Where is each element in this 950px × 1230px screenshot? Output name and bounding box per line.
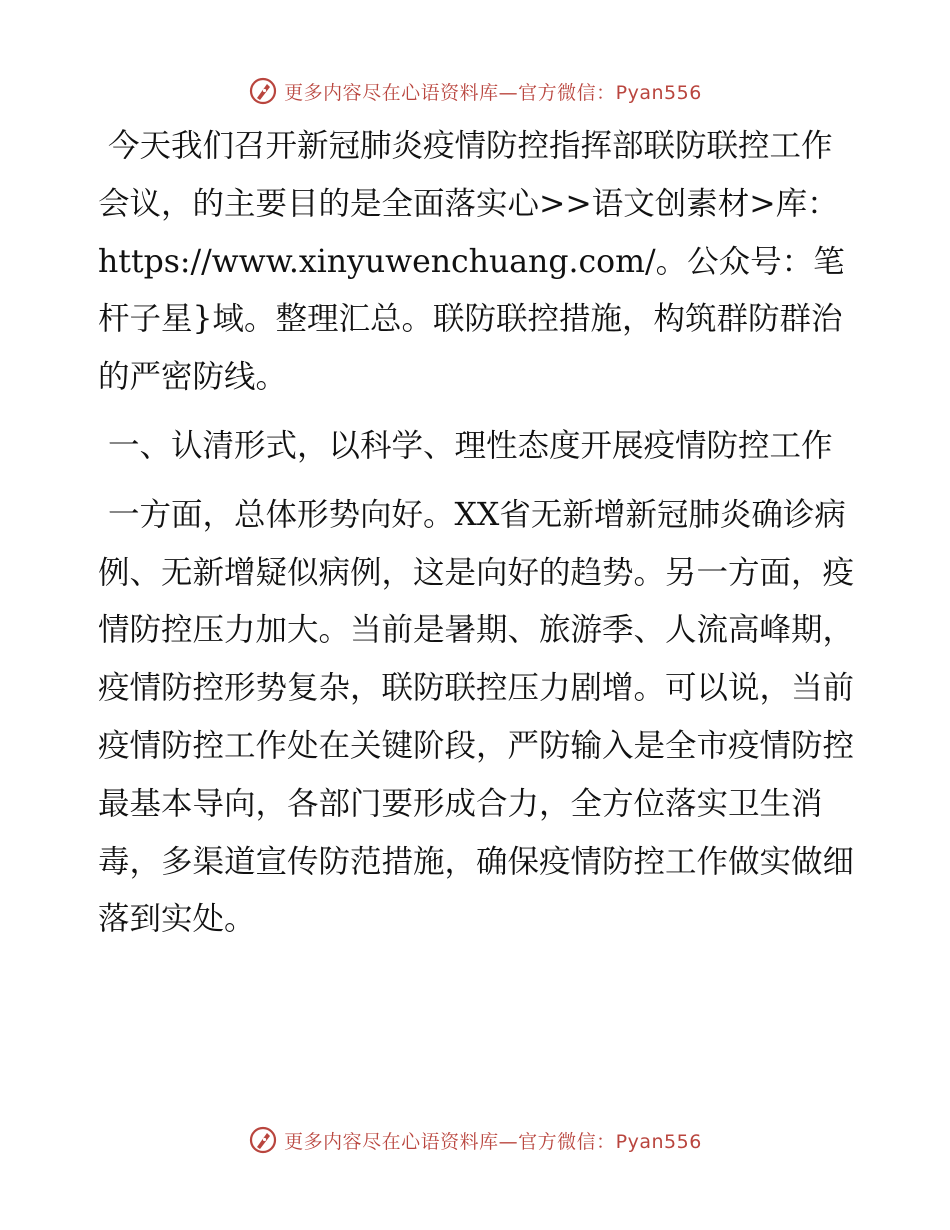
section-heading: 一、认清形式，以科学、理性态度开展疫情防控工作 — [108, 427, 833, 464]
footer-banner — [0, 1120, 950, 1160]
pen-nib-logo-icon — [248, 76, 278, 106]
pen-nib-logo-icon — [248, 1125, 278, 1155]
document-body — [98, 118, 858, 949]
header-banner-text: 更多内容尽在心语资料库—官方微信：Pyan556 — [284, 81, 702, 104]
paragraph-intro: 今天我们召开新冠肺炎疫情防控指挥部联防联控工作会议，的主要目的是全面落实心>>语文创素材>库：https://www.xinyuwenchuang.com/。公众号：笔杆子星}域。整理汇总。联防联控措施，构筑群防群治的严密防线。 — [98, 128, 845, 396]
header-banner — [0, 71, 950, 111]
paragraph-situation: 一方面，总体形势向好。XX省无新增新冠肺炎确诊病例、无新增疑似病例，这是向好的趋势。另一方面，疫情防控压力加大。当前是暑期、旅游季、人流高峰期，疫情防控形势复杂，联防联控压力剧增。可以说，当前疫情防控工作处在关键阶段，严防输入是全市疫情防控最基本导向，各部门要形成合力，全方位落实卫生消毒，多渠道宣传防范措施，确保疫情防控工作做实做细落到实处。 — [98, 496, 855, 938]
footer-banner-text: 更多内容尽在心语资料库—官方微信：Pyan556 — [284, 1130, 702, 1153]
